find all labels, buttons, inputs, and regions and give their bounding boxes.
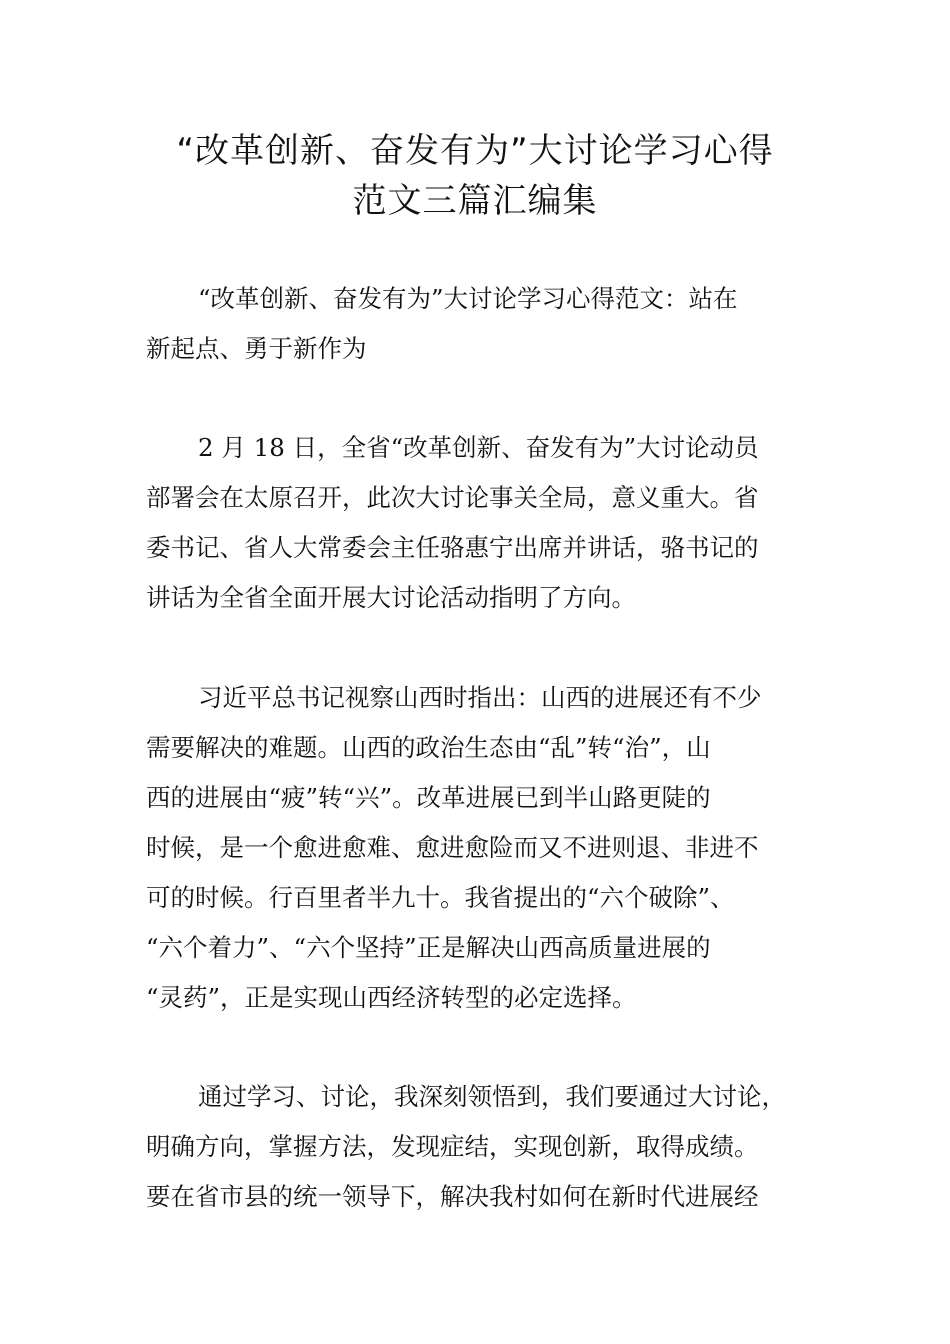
subtitle-line: 新起点、勇于新作为 (146, 334, 367, 363)
paragraph-line: 西的进展由“疲”转“兴”。改革进展已到半山路更陡的 (146, 783, 711, 812)
paragraph-line: “灵药”，正是实现山西经济转型的必定选择。 (146, 983, 637, 1012)
paragraph-line: 通过学习、讨论，我深刻领悟到，我们要通过大讨论， (198, 1082, 786, 1111)
paragraph-line: 部署会在太原召开，此次大讨论事关全局，意义重大。省 (146, 483, 759, 512)
paragraph-line: 2 月 18 日，全省“改革创新、奋发有为”大讨论动员 (198, 433, 759, 462)
document-title-line-2: 范文三篇汇编集 (352, 181, 598, 221)
paragraph-line: 明确方向，掌握方法，发现症结，实现创新，取得成绩。 (146, 1132, 759, 1161)
subtitle-line: “改革创新、奋发有为”大讨论学习心得范文：站在 (198, 284, 738, 313)
paragraph-line: 可的时候。行百里者半九十。我省提出的“六个破除”、 (146, 883, 735, 912)
document-title-line-1: “改革创新、奋发有为”大讨论学习心得 (176, 131, 774, 171)
paragraph-line: 讲话为全省全面开展大讨论活动指明了方向。 (146, 583, 636, 612)
paragraph-line: 需要解决的难题。山西的政治生态由“乱”转“治”，山 (146, 733, 711, 762)
paragraph-line: 要在省市县的统一领导下，解决我村如何在新时代进展经 (146, 1182, 759, 1211)
paragraph-line: 时候，是一个愈进愈难、愈进愈险而又不进则退、非进不 (146, 833, 759, 862)
paragraph-line: 习近平总书记视察山西时指出：山西的进展还有不少 (198, 683, 762, 712)
paragraph-line: “六个着力”、“六个坚持”正是解决山西高质量进展的 (146, 933, 711, 962)
paragraph-line: 委书记、省人大常委会主任骆惠宁出席并讲话，骆书记的 (146, 533, 759, 562)
